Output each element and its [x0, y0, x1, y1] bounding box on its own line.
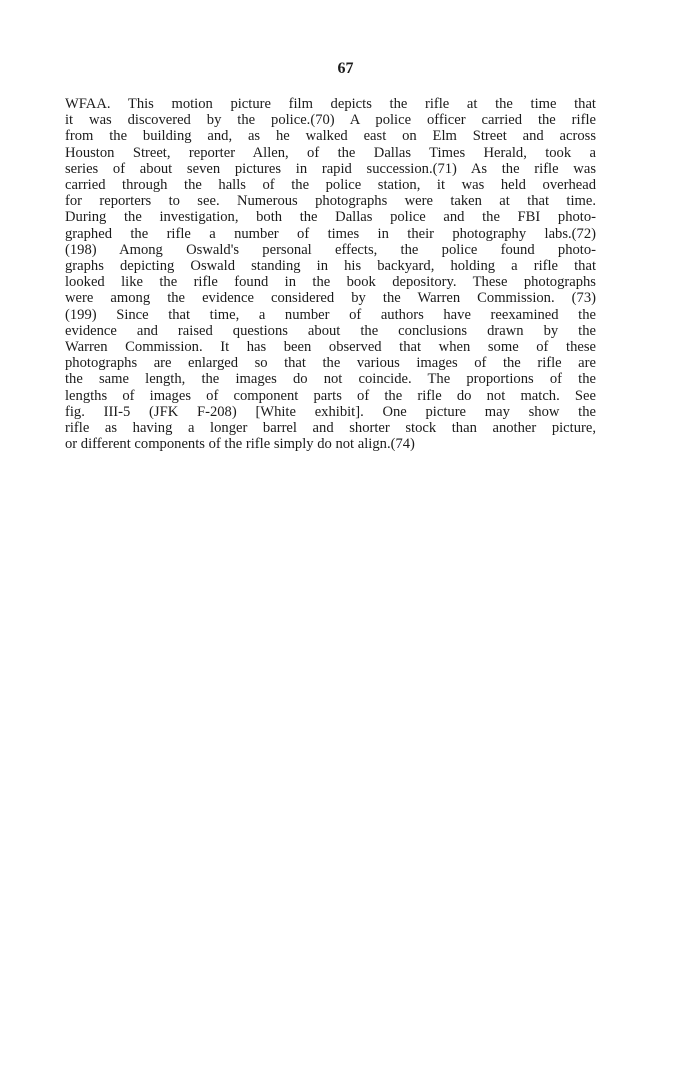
text-line: carried through the halls of the police station, it was held overhead — [65, 177, 596, 194]
text-line: or different components of the rifle simply do not align.(74) — [65, 436, 415, 453]
text-line: were among the evidence considered by the Warren Commission. (73) — [65, 290, 596, 307]
text-line: series of about seven pictures in rapid succession.(71) As the rifle was — [65, 160, 596, 177]
text-line: Houston Street, reporter Allen, of the Dallas Times Herald, took a — [65, 144, 596, 161]
text-line: for reporters to see. Numerous photographs were taken at that time. — [65, 193, 596, 210]
text-line: lengths of images of component parts of the rifle do not match. See — [65, 387, 596, 404]
text-line: the same length, the images do not coincide. The proportions of the — [65, 371, 596, 388]
text-line: looked like the rifle found in the book depository. These photographs — [65, 274, 596, 291]
body-paragraph — [65, 96, 596, 452]
text-line: (199) Since that time, a number of authors have reexamined the — [65, 306, 596, 323]
text-line: graphed the rifle a number of times in their photography labs.(72) — [65, 225, 596, 242]
text-line: from the building and, as he walked east on Elm Street and across — [65, 128, 596, 145]
text-line: graphs depicting Oswald standing in his backyard, holding a rifle that — [65, 258, 596, 275]
text-line: evidence and raised questions about the conclusions drawn by the — [65, 322, 596, 339]
page-number: 67 — [337, 60, 354, 77]
text-line: photographs are enlarged so that the various images of the rifle are — [65, 355, 596, 372]
text-line: it was discovered by the police.(70) A police officer carried the rifle — [65, 112, 596, 129]
text-line: WFAA. This motion picture film depicts the rifle at the time that — [65, 96, 596, 112]
text-line: During the investigation, both the Dallas police and the FBI photo- — [65, 209, 596, 226]
text-line: Warren Commission. It has been observed that when some of these — [65, 339, 596, 356]
text-line: (198) Among Oswald's personal effects, the police found photo- — [65, 241, 596, 258]
text-line: rifle as having a longer barrel and shorter stock than another picture, — [65, 420, 596, 437]
text-line: fig. III-5 (JFK F-208) [White exhibit]. One picture may show the — [65, 403, 596, 420]
